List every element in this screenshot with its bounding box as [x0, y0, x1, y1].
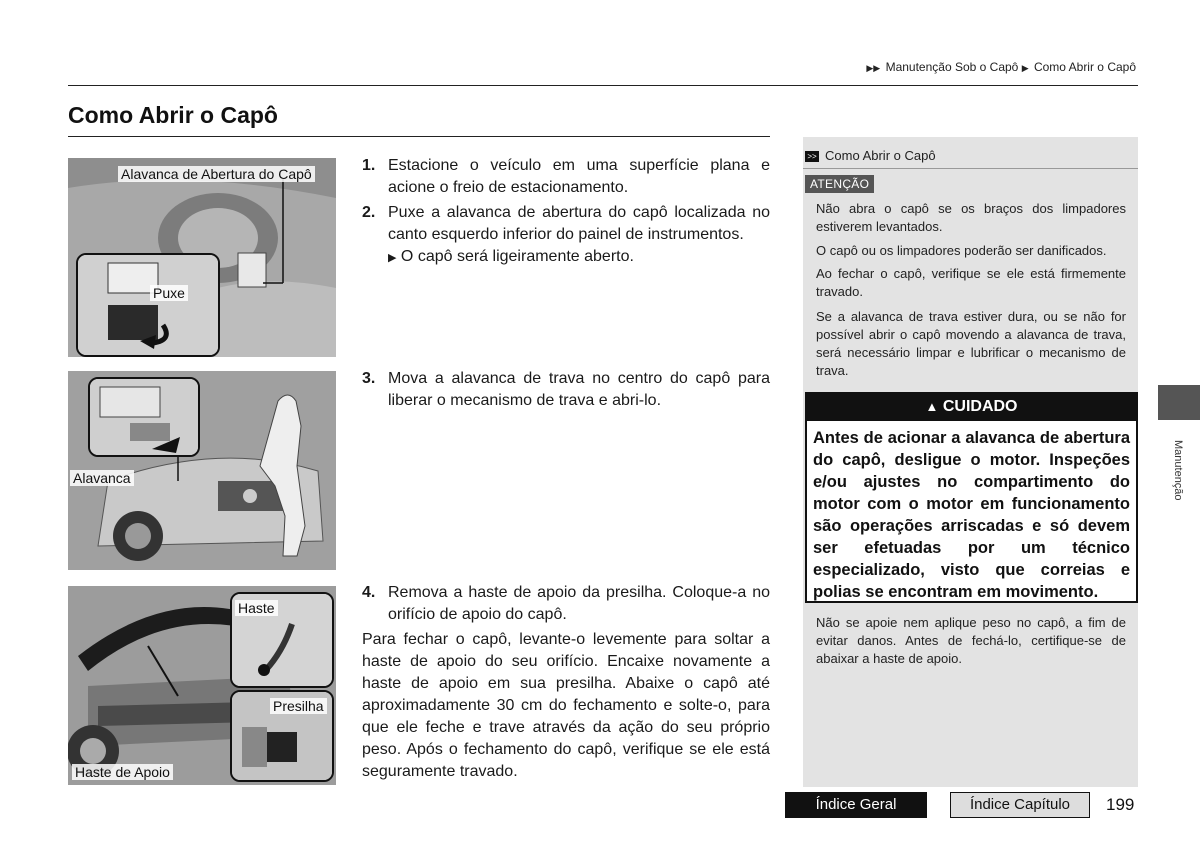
attention-paragraph: Ao fechar o capô, verifique se ele está firmemente travado. [816, 266, 1126, 299]
latch-lever-illustration [90, 379, 198, 455]
chapter-index-button[interactable]: Índice Capítulo [950, 792, 1090, 818]
caution-text: Antes de acionar a alavanca de abertura do capô, desligue o motor. Inspeções e/ou ajustes no compartimento do motor com o motor em funcionamento são operações arriscadas e só devem ser efetuadas por um técnico especializado, visto que correias e polias se encontram em movimento. [813, 429, 1130, 601]
sidebar-heading [803, 148, 1138, 163]
inset-latch-lever [88, 377, 200, 457]
caution-header [805, 392, 1138, 421]
step-text: Puxe a alavanca de abertura do capô localizada no canto esquerdo inferior do painel de instrumentos. [388, 204, 770, 243]
title-divider [68, 136, 770, 137]
step-number: 3. [362, 370, 376, 387]
step-2 [362, 202, 770, 269]
step-result [388, 246, 770, 269]
step-number: 2. [362, 204, 376, 221]
figure-latch-lever [68, 371, 336, 570]
label-rod: Haste [235, 600, 278, 616]
attention-paragraph: O capô ou os limpadores poderão ser danificados. [816, 243, 1107, 258]
step-number: 4. [362, 584, 376, 601]
figure-hood-release-lever [68, 158, 336, 357]
step-3 [362, 368, 770, 412]
step-result-text: O capô será ligeiramente aberto. [400, 248, 634, 265]
step-text: Remova a haste de apoio da presilha. Coloque-a no orifício de apoio do capô. [388, 584, 770, 623]
breadcrumb-section[interactable]: Manutenção Sob o Capô [885, 60, 1019, 74]
chapter-tab-label: Manutenção [1172, 440, 1184, 501]
sidebar-divider [803, 168, 1138, 169]
figure-support-rod [68, 586, 336, 785]
header-divider [68, 85, 1138, 86]
step-1 [362, 155, 770, 199]
inset-clip [230, 690, 334, 782]
pull-lever-illustration [78, 255, 218, 355]
attention-paragraph: Se a alavanca de trava estiver dura, ou se não for possível abrir o capô movendo a alavanca de trava, será necessário limpar e lubrificar o mecanismo de trava. [816, 309, 1126, 378]
step-text: Mova a alavanca de trava no centro do capô para liberar o mecanismo de trava e abri-lo. [388, 370, 770, 409]
sidebar-note: Não se apoie nem aplique peso no capô, a fim de evitar danos. Antes de fechá-lo, certifique-se de abaixar a haste de apoio. [816, 615, 1126, 666]
label-clip: Presilha [270, 698, 327, 714]
step-4 [362, 582, 770, 626]
label-lever: Alavanca [70, 470, 134, 486]
label-pull: Puxe [150, 285, 188, 301]
breadcrumb [866, 60, 1136, 74]
result-arrow-icon: ▶ [388, 252, 397, 264]
inset-pull-lever [76, 253, 220, 357]
breadcrumb-separator-icon: ▶ [1021, 63, 1029, 73]
attention-badge: ATENÇÃO [805, 175, 874, 193]
attention-paragraph: Não abra o capô se os braços dos limpadores estiverem levantados. [816, 201, 1126, 234]
inset-rod [230, 592, 334, 688]
label-support-rod: Haste de Apoio [72, 764, 173, 780]
page-title: Como Abrir o Capô [68, 102, 278, 128]
breadcrumb-arrows-icon: ▶▶ [866, 63, 881, 73]
step-number: 1. [362, 157, 376, 174]
caution-label: CUIDADO [942, 398, 1018, 415]
reference-icon: >> [805, 151, 819, 162]
closing-paragraph: Para fechar o capô, levante-o levemente para soltar a haste de apoio do seu orifício. Encaixe novamente a haste de apoio em sua presilha. Abaixe o capô até aproximadamente 30 cm do fechamento e solte-o, para que ele feche e trave através da ação do seu próprio peso. Após o fechamento do capô, verifique se ele está seguramente travado. [362, 631, 770, 780]
page-number: 199 [1106, 795, 1135, 814]
chapter-tab[interactable] [1158, 385, 1200, 420]
step-text: Estacione o veículo em uma superfície plana e acione o freio de estacionamento. [388, 157, 770, 196]
breadcrumb-current: Como Abrir o Capô [1033, 60, 1136, 74]
sidebar-heading-text: Como Abrir o Capô [825, 148, 936, 163]
general-index-button[interactable]: Índice Geral [785, 792, 927, 818]
warning-triangle-icon: ▲ [925, 399, 939, 414]
label-hood-release-lever: Alavanca de Abertura do Capô [118, 166, 315, 182]
